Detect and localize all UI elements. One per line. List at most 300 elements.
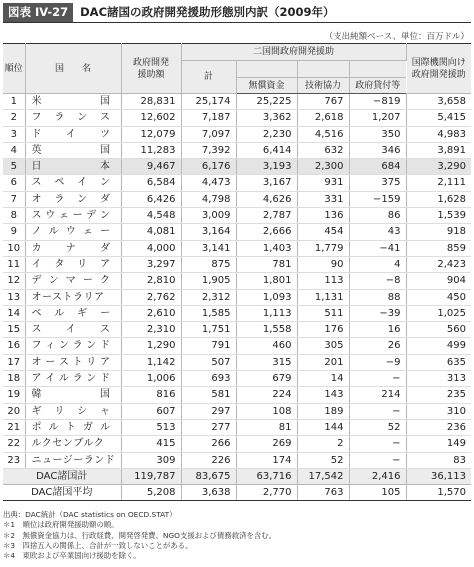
country-name-text (32, 404, 121, 419)
multilateral-cell: 3,290 (406, 159, 471, 175)
rank-cell: 6 (3, 175, 25, 191)
grant-aid-cell: 1,093 (236, 289, 297, 305)
country-name-char: ン (48, 275, 60, 287)
oda-total-cell: 4,548 (121, 208, 181, 224)
country-name-char: ス (99, 112, 111, 124)
bilateral-total-cell: 3,164 (181, 224, 236, 240)
table-row (3, 142, 471, 158)
loans-cell: 350 (349, 126, 406, 142)
bilateral-total-cell: 3,009 (181, 208, 236, 224)
bilateral-total-cell: 1,905 (181, 273, 236, 289)
table-row (3, 175, 471, 191)
multilateral-cell: 560 (406, 322, 471, 338)
tech-coop-cell: 143 (297, 387, 349, 403)
grant-aid-cell: 2,666 (236, 224, 297, 240)
country-name-text (32, 355, 121, 370)
country-name-char: ル (54, 307, 65, 319)
header-tech-coop: 技術協力 (297, 78, 349, 94)
country-name-char: ツ (100, 128, 111, 140)
country-cell (25, 371, 121, 387)
loans-cell: − (349, 452, 406, 468)
country-cell (25, 208, 121, 224)
header-rank: 順位 (3, 44, 25, 94)
tech-coop-cell: 4,516 (297, 126, 349, 142)
table-row (3, 273, 471, 289)
country-name-char: ラ (54, 193, 65, 205)
bilateral-total-cell: 7,392 (181, 142, 236, 158)
country-name-char: ガ (82, 421, 94, 433)
rank-cell: 14 (3, 305, 25, 321)
country-name-char: リ (77, 258, 88, 270)
country-name-char: ン (99, 177, 111, 189)
average-row-tech-cell: 763 (297, 485, 349, 501)
country-cell (25, 273, 121, 289)
table-row (3, 191, 471, 207)
grant-aid-cell: 2,230 (236, 126, 297, 142)
country-cell (25, 159, 121, 175)
country-name-char: ア (99, 356, 111, 368)
rank-cell: 1 (3, 94, 25, 110)
tech-coop-cell: 176 (297, 322, 349, 338)
country-name-text (32, 208, 121, 223)
country-name-char: オ (31, 193, 42, 205)
oda-total-cell: 12,079 (121, 126, 181, 142)
country-name-char: フ (31, 112, 42, 124)
header-loans: 政府貸付等 (349, 78, 406, 94)
country-name-text (32, 257, 121, 272)
loans-cell: − (349, 371, 406, 387)
country-name-char: ー (72, 210, 84, 222)
country-name-text (32, 94, 121, 109)
note-3: ＊3 四捨五入の関係上、合計が一致しないことがある。 (3, 540, 193, 550)
country-name-char: ル (100, 421, 111, 433)
rank-cell: 12 (3, 273, 25, 289)
oda-total-cell: 415 (121, 436, 181, 452)
tech-coop-cell: 2,618 (297, 110, 349, 126)
loans-cell: 43 (349, 224, 406, 240)
country-name-text (32, 159, 121, 174)
country-name-char: イ (65, 324, 77, 336)
country-name-char: 本 (100, 161, 111, 173)
total-row-grant-cell: 63,716 (236, 468, 297, 484)
country-name-char: ラ (72, 373, 84, 385)
country-name-text (32, 387, 121, 402)
rank-cell: 19 (3, 387, 25, 403)
oda-total-cell: 3,297 (121, 256, 181, 272)
loans-cell: −159 (349, 191, 406, 207)
grant-aid-cell: 4,626 (236, 191, 297, 207)
loans-cell: −819 (349, 94, 406, 110)
country-name-text (32, 192, 121, 207)
table-row (3, 94, 471, 110)
country-name-char: フ (31, 340, 42, 352)
grant-aid-cell: 315 (236, 354, 297, 370)
country-name-char: ペ (54, 177, 65, 189)
note-source: 出典：DAC統計（DAC statistics on OECD.STAT） (3, 510, 177, 519)
header-country: 国 名 (25, 44, 121, 94)
bilateral-total-cell: 297 (181, 403, 236, 419)
figure-title: DAC諸国の政府開発援助形態別内訳（2009年） (80, 5, 335, 19)
country-cell (25, 256, 121, 272)
oda-total-cell: 1,142 (121, 354, 181, 370)
tech-coop-cell: 331 (297, 191, 349, 207)
total-row-label: DAC諸国計 (3, 468, 121, 484)
country-cell (25, 354, 121, 370)
bilateral-total-cell: 1,751 (181, 322, 236, 338)
oda-total-cell: 816 (121, 387, 181, 403)
tech-coop-cell: 454 (297, 224, 349, 240)
grant-aid-cell: 3,167 (236, 175, 297, 191)
country-name-char: ナ (65, 242, 77, 254)
rank-cell: 13 (3, 289, 25, 305)
country-name-text (32, 338, 121, 353)
country-name-char: ギ (31, 405, 42, 417)
bilateral-total-cell: 266 (181, 436, 236, 452)
grant-aid-cell: 1,558 (236, 322, 297, 338)
multilateral-cell: 1,025 (406, 305, 471, 321)
total-row-oda-cell: 119,787 (121, 468, 181, 484)
country-name-char: ル (48, 226, 60, 238)
oda-total-cell: 1,290 (121, 338, 181, 354)
loans-cell: 16 (349, 322, 406, 338)
multilateral-cell: 1,628 (406, 191, 471, 207)
total-row (3, 468, 471, 484)
country-cell (25, 224, 121, 240)
oda-total-cell: 2,762 (121, 289, 181, 305)
header-blank-2 (297, 61, 349, 78)
table-row (3, 224, 471, 240)
multilateral-cell: 3,658 (406, 94, 471, 110)
country-cell (25, 240, 121, 256)
multilateral-cell: 2,423 (406, 256, 471, 272)
country-name-char: イ (65, 128, 77, 140)
rank-cell: 22 (3, 436, 25, 452)
bilateral-total-cell: 2,312 (181, 289, 236, 305)
tech-coop-cell: 1,779 (297, 240, 349, 256)
rank-cell: 18 (3, 371, 25, 387)
country-name-text (32, 143, 121, 158)
oda-total-cell: 9,467 (121, 159, 181, 175)
rank-cell: 15 (3, 322, 25, 338)
country-name-char: 国 (100, 96, 111, 107)
bilateral-total-cell: 226 (181, 452, 236, 468)
country-name-text (32, 241, 121, 256)
grant-aid-cell: 6,414 (236, 142, 297, 158)
loans-cell: − (349, 436, 406, 452)
country-name-char: ィ (45, 340, 56, 352)
bilateral-total-cell: 7,097 (181, 126, 236, 142)
grant-aid-cell: 3,193 (236, 159, 297, 175)
country-name-char: リ (54, 405, 65, 417)
oda-total-cell: 12,602 (121, 110, 181, 126)
grant-aid-cell: 174 (236, 452, 297, 468)
grant-aid-cell: 781 (236, 256, 297, 272)
country-cell (25, 305, 121, 321)
oda-total-cell: 4,000 (121, 240, 181, 256)
rank-cell: 4 (3, 142, 25, 158)
rank-cell: 16 (3, 338, 25, 354)
country-cell (25, 338, 121, 354)
loans-cell: −9 (349, 354, 406, 370)
country-name-text (32, 420, 121, 435)
grant-aid-cell: 679 (236, 371, 297, 387)
note-4: ＊4 東欧および卒業国向け援助を除く。 (3, 551, 141, 561)
country-name-char: イ (45, 373, 56, 385)
country-name-char: ー (99, 307, 111, 319)
header-oda-total: 政府開発援助額 (121, 44, 181, 94)
header-multilateral: 国際機関向け政府開発援助 (406, 44, 471, 94)
loans-cell: −39 (349, 305, 406, 321)
country-name-char: ラ (72, 340, 84, 352)
multilateral-cell: 904 (406, 273, 471, 289)
bilateral-total-cell: 581 (181, 387, 236, 403)
country-name-text (32, 322, 121, 337)
country-name-char: 日 (31, 161, 42, 173)
grant-aid-cell: 2,787 (236, 208, 297, 224)
country-name-char: ク (100, 275, 111, 287)
average-row-oda-cell: 5,208 (121, 485, 181, 501)
country-name-char: ア (99, 258, 111, 270)
tech-coop-cell: 1,131 (297, 289, 349, 305)
grant-aid-cell: 1,113 (236, 305, 297, 321)
country-name-char: リ (86, 356, 97, 368)
loans-cell: 214 (349, 387, 406, 403)
country-name-text (32, 175, 121, 190)
bilateral-total-cell: 4,473 (181, 175, 236, 191)
oda-total-cell: 28,831 (121, 94, 181, 110)
country-cell: ルクセンブルク (25, 436, 121, 452)
grant-aid-cell: 269 (236, 436, 297, 452)
rank-cell: 3 (3, 126, 25, 142)
country-name-char: ー (100, 226, 111, 238)
country-cell (25, 94, 121, 110)
header-blank-3 (349, 61, 406, 78)
table-row (3, 387, 471, 403)
tech-coop-cell: 767 (297, 94, 349, 110)
multilateral-cell: 450 (406, 289, 471, 305)
figure-title-bar (3, 3, 471, 23)
country-name-char: ラ (54, 112, 65, 124)
country-name-char: ダ (100, 242, 111, 254)
country-name-char: イ (31, 258, 42, 270)
country-name-char: ン (86, 373, 97, 385)
bilateral-total-cell: 1,585 (181, 305, 236, 321)
grant-aid-cell: 3,362 (236, 110, 297, 126)
bilateral-total-cell: 6,176 (181, 159, 236, 175)
country-name-char: ン (86, 340, 97, 352)
country-name-text (32, 273, 121, 288)
multilateral-cell: 236 (406, 419, 471, 435)
rank-cell: 23 (3, 452, 25, 468)
grant-aid-cell: 224 (236, 387, 297, 403)
unit-note: （支出純額ベース、単位：百万ドル） (324, 32, 469, 42)
header-bilateral-total: 計 (181, 61, 236, 94)
bilateral-total-cell: 875 (181, 256, 236, 272)
table-row (3, 419, 471, 435)
oda-total-cell: 4,081 (121, 224, 181, 240)
multilateral-cell: 4,983 (406, 126, 471, 142)
country-name-char: ン (77, 112, 88, 124)
table-row (3, 240, 471, 256)
country-name-char: ン (58, 340, 70, 352)
loans-cell: 88 (349, 289, 406, 305)
rank-cell: 9 (3, 224, 25, 240)
country-name-char: タ (54, 258, 65, 270)
country-name-char: ス (31, 324, 42, 336)
loans-cell: − (349, 403, 406, 419)
table-row (3, 289, 471, 305)
country-name-char: マ (65, 275, 77, 287)
country-name-char: ウ (45, 210, 56, 222)
note-1: ＊1 順位は政府開発援助額の順。 (3, 520, 119, 530)
oda-total-cell: 2,310 (121, 322, 181, 338)
table-row (3, 371, 471, 387)
loans-cell: 4 (349, 256, 406, 272)
country-name-char: ン (77, 193, 88, 205)
country-cell (25, 126, 121, 142)
table-row (3, 436, 471, 452)
country-cell (25, 419, 121, 435)
multilateral-cell: 859 (406, 240, 471, 256)
loans-cell: −8 (349, 273, 406, 289)
country-name-char: イ (77, 177, 88, 189)
table-row (3, 208, 471, 224)
rank-cell: 2 (3, 110, 25, 126)
country-name-char: オ (31, 356, 42, 368)
table-row (3, 322, 471, 338)
oda-total-cell: 513 (121, 419, 181, 435)
grant-aid-cell: 460 (236, 338, 297, 354)
total-row-bil_total-cell: 83,675 (181, 468, 236, 484)
table-row (3, 452, 471, 468)
rank-cell: 10 (3, 240, 25, 256)
note-2: ＊2 無償資金協力は、行政経費、開発啓発費、NGO支援および債務救済を含む。 (3, 530, 277, 540)
bilateral-total-cell: 4,798 (181, 191, 236, 207)
rank-cell: 7 (3, 191, 25, 207)
country-name-char: 国 (100, 144, 111, 156)
tech-coop-cell: 511 (297, 305, 349, 321)
country-name-char: ア (31, 373, 42, 385)
tech-coop-cell: 2,300 (297, 159, 349, 175)
rank-cell: 17 (3, 354, 25, 370)
multilateral-cell: 83 (406, 452, 471, 468)
oda-total-cell: 11,283 (121, 142, 181, 158)
multilateral-cell: 235 (406, 387, 471, 403)
tech-coop-cell: 2 (297, 436, 349, 452)
total-row-loan-cell: 2,416 (349, 468, 406, 484)
country-name-char: ダ (99, 193, 111, 205)
country-name-char: デ (86, 210, 97, 222)
average-row-multi-cell: 1,570 (406, 485, 471, 501)
multilateral-cell: 313 (406, 371, 471, 387)
grant-aid-cell: 81 (236, 419, 297, 435)
multilateral-cell: 2,111 (406, 175, 471, 191)
bilateral-total-cell: 3,141 (181, 240, 236, 256)
tech-coop-cell: 201 (297, 354, 349, 370)
total-row-tech-cell: 17,542 (297, 468, 349, 484)
country-name-char: ギ (77, 307, 88, 319)
country-name-char: ベ (31, 307, 42, 319)
loans-cell: −41 (349, 240, 406, 256)
tech-coop-cell: 90 (297, 256, 349, 272)
tech-coop-cell: 632 (297, 142, 349, 158)
country-name-char: ー (82, 275, 94, 287)
loans-cell: 1,207 (349, 110, 406, 126)
table-row (3, 110, 471, 126)
total-row-multi-cell: 36,113 (406, 468, 471, 484)
header-grant-aid: 無償資金 (236, 78, 297, 94)
country-cell (25, 142, 121, 158)
country-name-char: ン (99, 210, 111, 222)
multilateral-cell: 310 (406, 403, 471, 419)
multilateral-cell: 499 (406, 338, 471, 354)
country-name-char: ト (72, 356, 84, 368)
multilateral-cell: 5,415 (406, 110, 471, 126)
tech-coop-cell: 305 (297, 338, 349, 354)
grant-aid-cell: 108 (236, 403, 297, 419)
bilateral-total-cell: 25,174 (181, 94, 236, 110)
country-cell (25, 403, 121, 419)
country-name-char: ノ (31, 226, 42, 238)
country-name-char: ポ (31, 421, 42, 433)
oda-total-cell: 309 (121, 452, 181, 468)
country-name-char: デ (31, 275, 42, 287)
tech-coop-cell: 136 (297, 208, 349, 224)
oda-total-cell: 607 (121, 403, 181, 419)
tech-coop-cell: 14 (297, 371, 349, 387)
country-name-char: ャ (99, 405, 111, 417)
oda-total-cell: 6,584 (121, 175, 181, 191)
average-row-bil_total-cell: 3,638 (181, 485, 236, 501)
table-body (3, 94, 471, 501)
oda-total-cell: 6,426 (121, 191, 181, 207)
country-name-char: ド (31, 128, 42, 140)
country-cell: ニュージーランド (25, 452, 121, 468)
country-cell: オーストラリア (25, 289, 121, 305)
loans-cell: 86 (349, 208, 406, 224)
country-name-char: 韓 (31, 389, 42, 401)
tech-coop-cell: 189 (297, 403, 349, 419)
oda-total-cell: 1,006 (121, 371, 181, 387)
country-name-text (32, 306, 121, 321)
country-name-char: ー (45, 356, 56, 368)
country-name-text (32, 371, 121, 386)
country-name-text (32, 224, 121, 239)
country-name-char: ス (58, 356, 70, 368)
country-name-char: ド (99, 340, 111, 352)
country-name-char: 米 (31, 96, 42, 107)
bilateral-total-cell: 507 (181, 354, 236, 370)
rank-cell: 20 (3, 403, 25, 419)
oda-total-cell: 2,810 (121, 273, 181, 289)
oda-breakdown-table (3, 43, 471, 501)
country-name-text (32, 127, 121, 142)
country-cell (25, 110, 121, 126)
header-bilateral: 二国間政府開発援助 (181, 44, 406, 61)
rank-cell: 21 (3, 419, 25, 435)
multilateral-cell: 149 (406, 436, 471, 452)
header-blank-1 (236, 61, 297, 78)
tech-coop-cell: 931 (297, 175, 349, 191)
table-row (3, 354, 471, 370)
average-row-grant-cell: 2,770 (236, 485, 297, 501)
bilateral-total-cell: 7,187 (181, 110, 236, 126)
country-name-char: シ (77, 405, 88, 417)
table-row (3, 126, 471, 142)
rank-cell: 5 (3, 159, 25, 175)
country-name-char: カ (31, 242, 42, 254)
country-name-char: ウ (65, 226, 77, 238)
